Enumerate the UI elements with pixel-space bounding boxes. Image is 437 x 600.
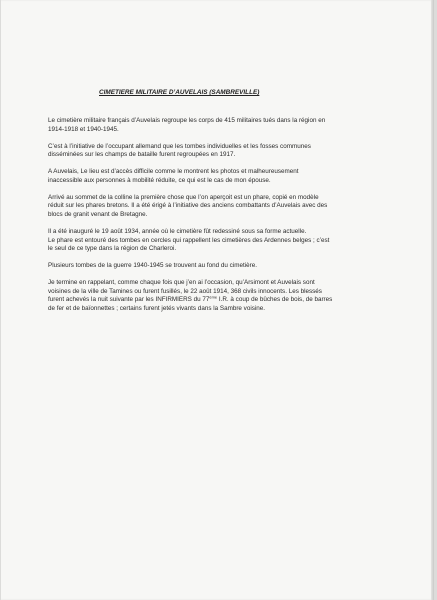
paragraph-1 bbox=[48, 117, 378, 134]
text-line: inaccessible aux personnes à mobilité réduite, ce qui est le cas de mon épouse. bbox=[48, 176, 271, 184]
text-line: disséminées sur les champs de bataille furent regroupées en 1917. bbox=[48, 151, 236, 159]
text-line: Je termine en rappelant, comme chaque fois que j’en ai l’occasion, qu’Arsimont et Auvelais sont bbox=[48, 279, 315, 287]
text-line: blocs de granit venant de Bretagne. bbox=[48, 210, 148, 218]
ordinal-superscript: ème bbox=[209, 294, 218, 300]
text-line: de fer et de baïonnettes ; certains furent jetés vivants dans la Sambre voisine. bbox=[48, 304, 266, 312]
text-line bbox=[48, 296, 378, 305]
text-line: C’est à l’initiative de l’occupant allemand que les tombes individuelles et les fosses communes bbox=[48, 142, 311, 150]
text-line: réduit sur les phares bretons. Il a été érigé à l’initiative des anciens combattants d’Auvelais avec des bbox=[48, 202, 328, 210]
paragraph-7 bbox=[48, 279, 378, 313]
text-line: le seul de ce type dans la région de Charleroi. bbox=[48, 245, 177, 253]
text-fragment: I.R. à coup de bûches de bois, de barres bbox=[217, 296, 333, 304]
text-line: voisines de la ville de Tamines ou furent fusillés, le 22 août 1914, 368 civils innocents. Les blessés bbox=[48, 287, 322, 295]
text-line: Plusieurs tombes de la guerre 1940-1945 se trouvent au fond du cimetière. bbox=[48, 262, 257, 270]
paragraph-6 bbox=[48, 262, 378, 271]
paragraph-2 bbox=[48, 143, 378, 160]
page-edge-shadow bbox=[431, 0, 434, 600]
document-page bbox=[1, 0, 434, 600]
paragraph-5 bbox=[48, 228, 378, 254]
text-line: 1914-1918 et 1940-1945. bbox=[48, 125, 119, 133]
text-line: Arrivé au sommet de la colline la première chose que l’on aperçoit est un phare, copié en modèle bbox=[48, 193, 319, 201]
document-title: CIMETIERE MILITAIRE D’AUVELAIS (SAMBREVILLE) bbox=[99, 89, 260, 96]
paragraph-4 bbox=[48, 194, 378, 220]
text-fragment: furent achevés la nuit suivante par les INFIRMIERS du 77 bbox=[48, 296, 210, 304]
document-body bbox=[48, 117, 378, 322]
text-line: Le phare est entouré des tombes en cercles qui rappellent les cimetières des Ardennes belges ; c’est bbox=[48, 236, 330, 244]
text-line: A Auvelais, Le lieu est d’accès difficile comme le montrent les photos et malheureusement bbox=[48, 168, 299, 176]
paragraph-3 bbox=[48, 168, 378, 185]
text-line: Le cimetière militaire français d’Auvelais regroupe les corps de 415 militaires tués dans la région en bbox=[48, 117, 326, 124]
text-line: Il a été inauguré le 19 août 1934, année où le cimetière fût redessiné sous sa forme actuelle. bbox=[48, 227, 307, 235]
